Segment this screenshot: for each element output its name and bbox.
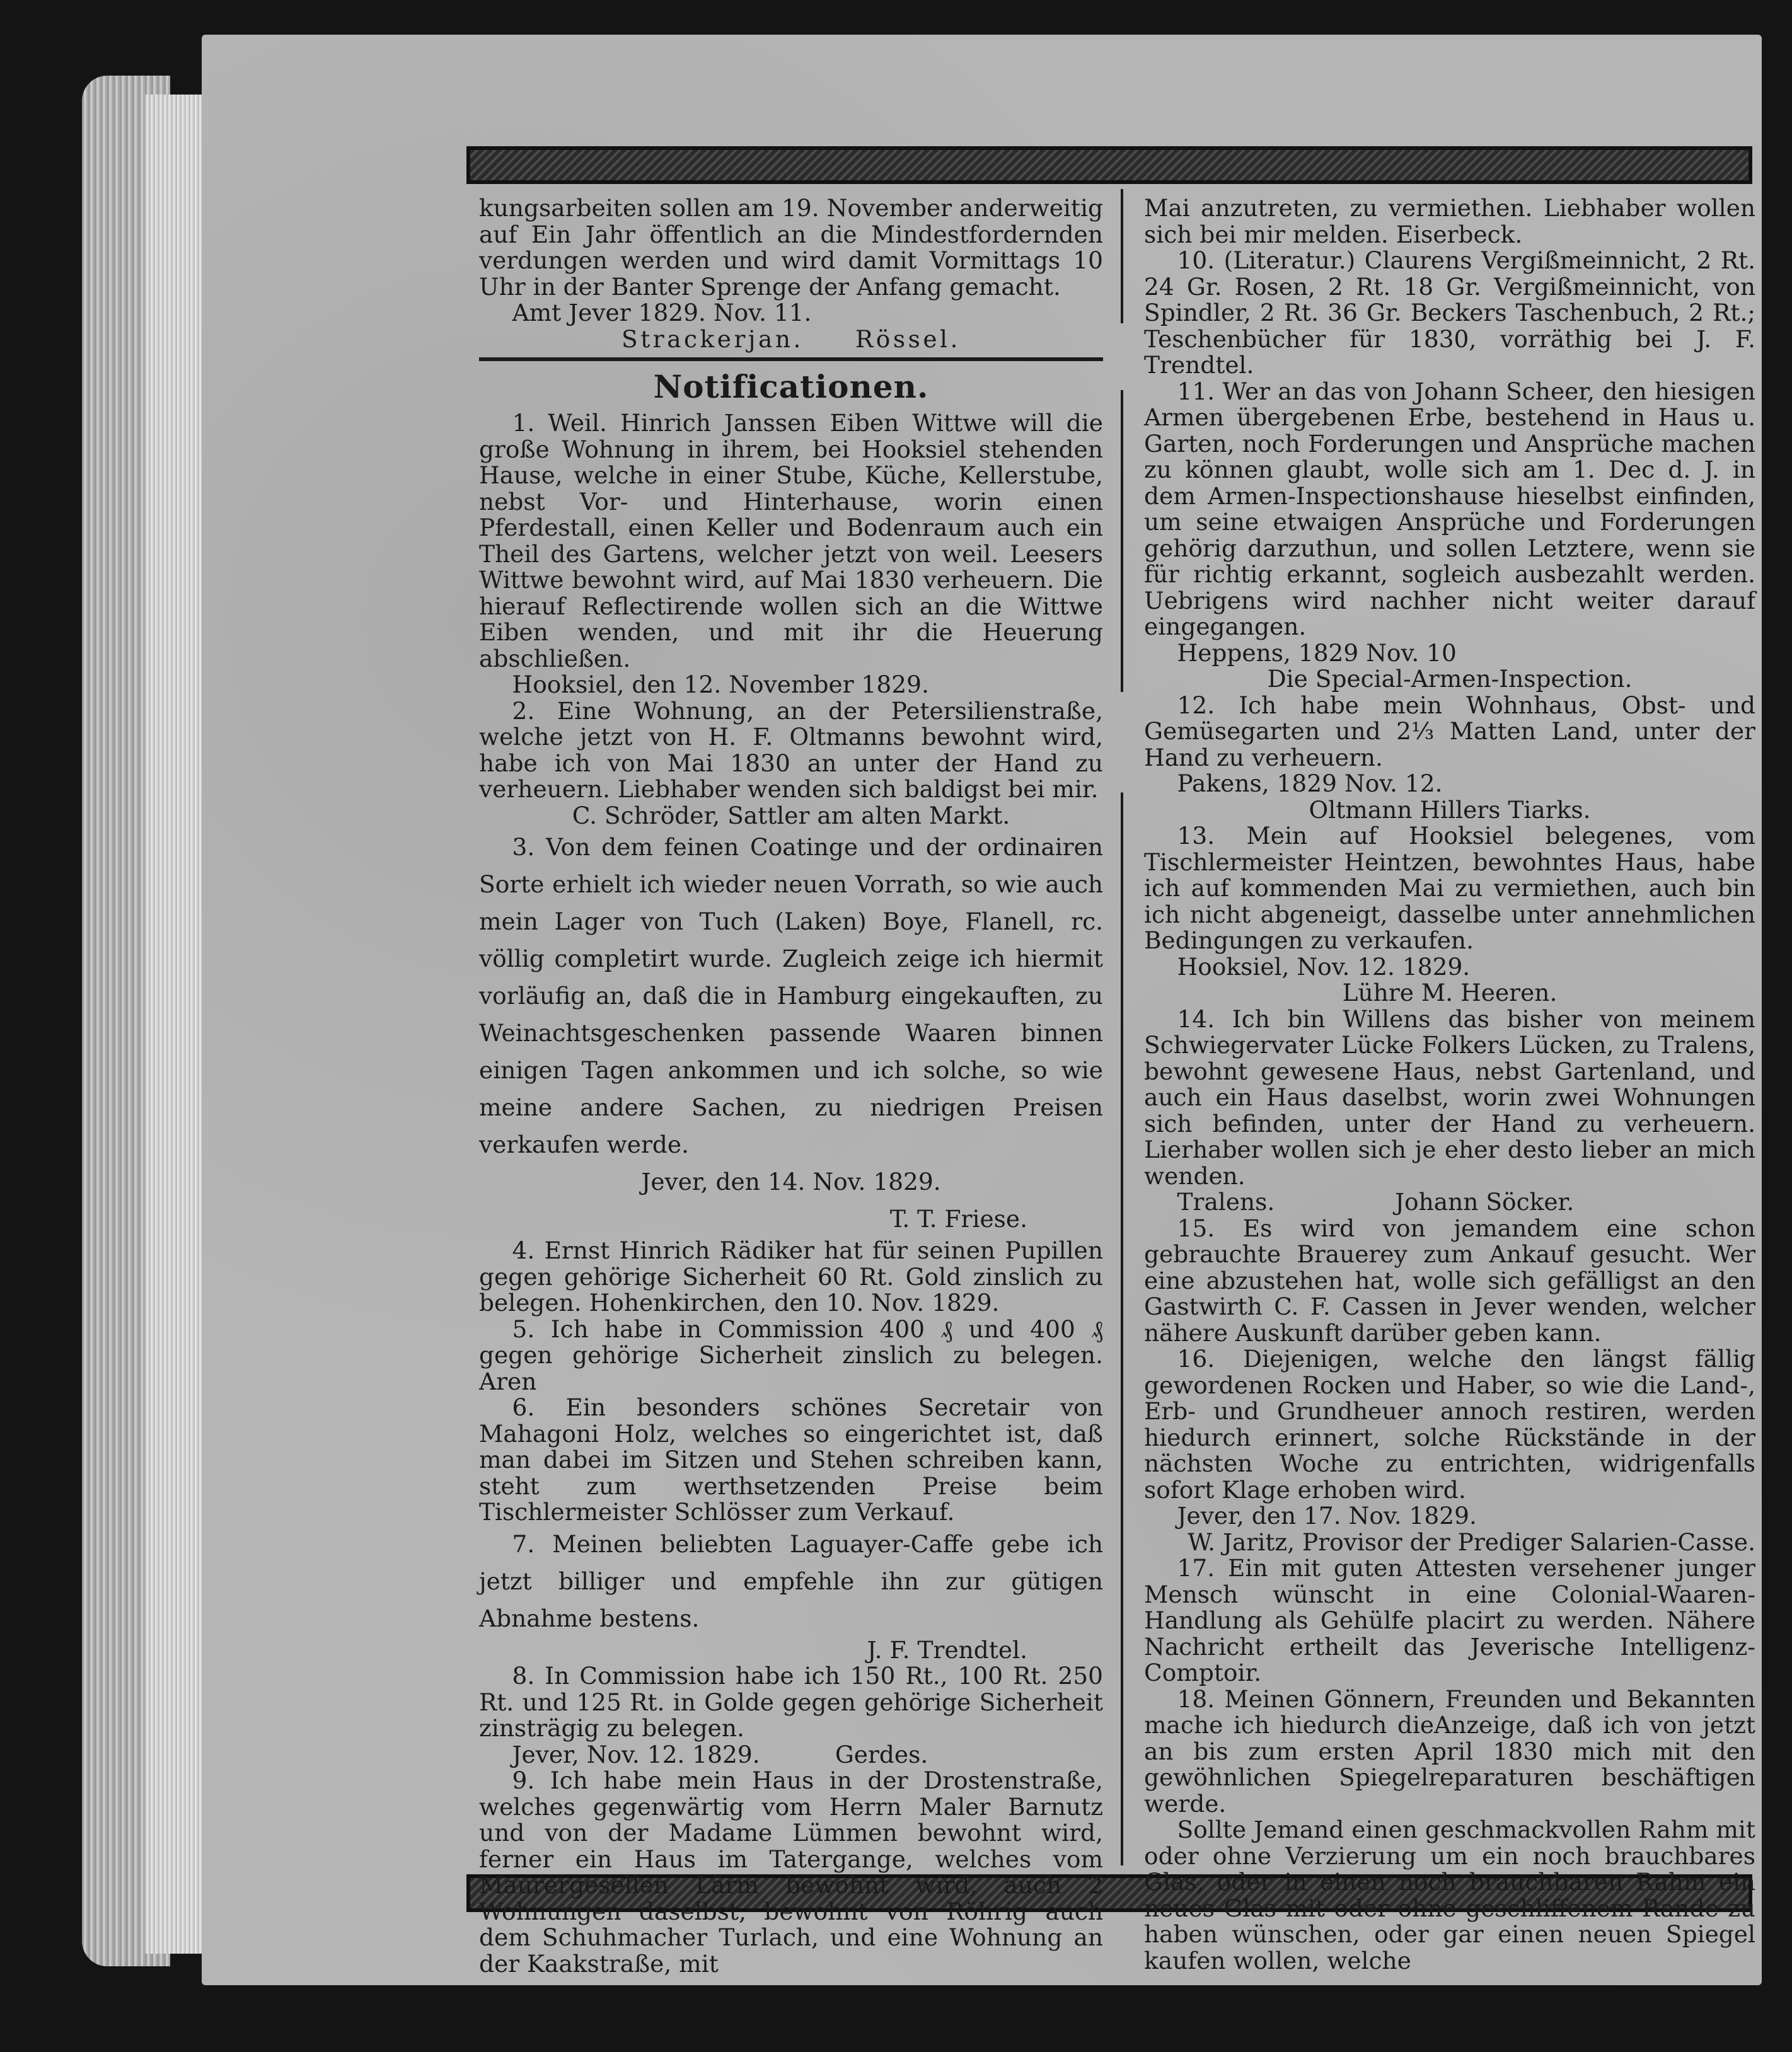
notice-13-signature: Lühre M. Heeren. xyxy=(1342,979,1558,1006)
notice-5-text: 5. Ich habe in Commission 400 ₰ und 400 ₰ gegen gehörige Sicherheit zinslich zu belegen. Aren xyxy=(479,1315,1103,1395)
notice-16-text: 16. Diejenigen, welche den längst fällig gewordenen Rocken und Haber, so wie die Land-, Erb- und Grundheuer annoch restiren, werden hiedurch erinnert, solche Rückstände in der nächsten Woche zu entrichten, widrigenfalls sofort Klage erhoben wird. xyxy=(1144,1345,1755,1504)
notice-16-signature: W. Jaritz, Provisor der Prediger Salarien-Casse. xyxy=(1188,1528,1755,1556)
notice-3-text: 3. Von dem feinen Coatinge und der ordinairen Sorte erhielt ich wieder neuen Vorrath, so wie auch mein Lager von Tuch (Laken) Boye, Flanell, rc. völlig completirt wurde. Zugleich zeige ich hiermit vorläufig an, daß die in Hamburg eingekauften, zu Weinachtsgeschenken passende Waaren binnen einigen Tagen ankommen und ich solche, so wie meine andere Sachen, zu niedrigen Preisen verkaufen werde. xyxy=(479,833,1103,1158)
section-rule xyxy=(479,357,1103,361)
prev-notice-office: Amt Jever 1829. Nov. 11. xyxy=(512,299,812,326)
notice-10-text: 10. (Literatur.) Claurens Vergißmeinnicht, 2 Rt. 24 Gr. Rosen, 2 Rt. 18 Gr. Vergißmeinnicht, von Spindler, 2 Rt. 36 Gr. Beckers Taschenbuch, 2 Rt.; Teschenbücher für 1830, vorräthig bei J. F. Trendtel. xyxy=(1144,246,1755,379)
column-divider xyxy=(1121,189,1123,1865)
notice-2-text: 2. Eine Wohnung, an der Petersilienstraße, welche jetzt von H. F. Oltmanns bewohnt wird, habe ich von Mai 1830 an unter der Hand zu verheuern. Liebhaber wenden sich baldigst bei mir. xyxy=(479,696,1103,803)
notice-11-signature: Die Special-Armen-Inspection. xyxy=(1267,665,1633,693)
notice-1-text: 1. Weil. Hinrich Janssen Eiben Wittwe will die große Wohnung in ihrem, bei Hooksiel stehenden Hause, welche in einer Stube, Küche, Kellerstube, nebst Vor- und Hinterhause, worin einen Pferdestall, einen Keller und Bodenraum auch ein Theil des Gartens, welcher jetzt von weil. Leesers Wittwe bewohnt wird, auf Mai 1830 verheuern. Die hierauf Reflectirende wollen sich an die Wittwe Eiben wenden, und mit ihr die Heuerung abschließen. xyxy=(479,409,1103,672)
notice-9-text: 9. Ich habe mein Haus in der Drostenstraße, welches gegenwärtig vom Herrn Maler Barnutz und von der Madame Lümmen bewohnt wird, ferner ein Haus im Tatergange, welches vom Maurergesellen Lärm bewohnt wird, auch 2 Wohnungen daselbst, bewohnt von Röhrig auch dem Schuhmacher Turlach, und eine Wohnung an der Kaakstraße, mit xyxy=(479,1767,1103,1978)
notice-17-text: 17. Ein mit guten Attesten versehener junger Mensch wünscht in eine Colonial-Waaren-Handlung als Gehülfe placirt zu werden. Nähere Nachricht ertheilt das Jeverische Intelligenz-Comptoir. xyxy=(1144,1554,1755,1686)
notice-3-signature: T. T. Friese. xyxy=(889,1205,1027,1233)
top-ornamental-rule xyxy=(466,146,1752,184)
notice-15-text: 15. Es wird von jemandem eine schon gebrauchte Brauerey zum Ankauf gesucht. Wer eine abzustehen hat, wolle sich gefälligst an den Gastwirth C. F. Cassen in Jever wenden, welcher nähere Auskunft darüber geben kann. xyxy=(1144,1214,1755,1347)
notice-14-text: 14. Ich bin Willens das bisher von meinem Schwiegervater Lücke Folkers Lücken, zu Tralens, bewohnt gewesene Haus, nebst Gartenland, und auch ein Haus daselbst, worin zwei Wohnungen sich befinden, unter der Hand zu verheuern. Lierhaber wollen sich je eher desto lieber an mich wenden. xyxy=(1144,1005,1755,1190)
notice-6-text: 6. Ein besonders schönes Secretair von Mahagoni Holz, welches so eingerichtet ist, daß man dabei im Sitzen und Stehen schreiben kann, steht zum werthsetzenden Preise beim Tischlermeister Schlösser zum Verkauf. xyxy=(479,1393,1103,1526)
notice-8-place: Jever, Nov. 12. 1829. Gerdes. xyxy=(512,1740,928,1768)
right-column xyxy=(1144,194,1755,1974)
notice-7-text: 7. Meinen beliebten Laguayer-Caffe gebe ich jetzt billiger und empfehle ihn zur gütigen Abnahme bestens. xyxy=(479,1530,1103,1632)
notice-2-signature: C. Schröder, Sattler am alten Markt. xyxy=(572,801,1010,829)
notice-14-place: Tralens. Johann Söcker. xyxy=(1177,1188,1575,1216)
notice-7-signature: J. F. Trendtel. xyxy=(867,1635,1027,1664)
notice-12-signature: Oltmann Hillers Tiarks. xyxy=(1309,795,1591,824)
left-column xyxy=(479,194,1103,1978)
notice-18-continued: Sollte Jemand einen geschmackvollen Rahm mit oder ohne Verzierung um ein noch brauchbares Glas, oder in einen noch brauchbaren Rahm ein neues Glas mit oder ohne geschliffenem Rande zu haben wünschen, oder gar einen neuen Spiegel kaufen wollen, welche xyxy=(1144,1816,1755,1974)
section-heading: Notificationen. xyxy=(653,368,929,405)
notice-13-text: 13. Mein auf Hooksiel belegenes, vom Tischlermeister Heintzen, bewohntes Haus, habe ich auf kommenden Mai zu vermiethen, auch bin ich nicht abgeneigt, dasselbe unter annehmlichen Bedingungen zu verkaufen. xyxy=(1144,822,1755,954)
notice-1-place: Hooksiel, den 12. November 1829. xyxy=(512,671,929,698)
notice-4-text: 4. Ernst Hinrich Rädiker hat für seinen Pupillen gegen gehörige Sicherheit 60 Rt. Gold zinslich zu belegen. Hohenkirchen, den 10. Nov. 1829. xyxy=(479,1236,1103,1317)
prev-notice-text: kungsarbeiten sollen am 19. November anderweitig auf Ein Jahr öffentlich an die Mindestfordernden verdungen werden und wird damit Vormittags 10 Uhr in der Banter Sprenge der Anfang gemacht. xyxy=(479,194,1103,301)
notice-13-place: Hooksiel, Nov. 12. 1829. xyxy=(1177,952,1471,981)
notice-12-text: 12. Ich habe mein Wohnhaus, Obst- und Gemüsegarten und 2⅓ Matten Land, unter der Hand zu verheuern. xyxy=(1144,691,1755,771)
notice-11-place: Heppens, 1829 Nov. 10 xyxy=(1177,638,1457,667)
prev-notice-signature: Strackerjan. Rössel. xyxy=(621,325,961,353)
notice-11-text: 11. Wer an das von Johann Scheer, den hiesigen Armen übergebenen Erbe, bestehend in Haus u. Garten, noch Forderungen und Ansprüche machen zu können glaubt, wolle sich am 1. Dec d. J. in dem Armen-Inspectionshause hieselbst einfinden, um seine etwaigen Ansprüche und Forderungen gehörig darzuthun, und sollen Letztere, wenn sie für richtig erkannt, sogleich ausbezahlt werden. Uebrigens wird nachher nicht weiter darauf eingegangen. xyxy=(1144,377,1755,640)
notice-18-text: 18. Meinen Gönnern, Freunden und Bekannten mache ich hiedurch dieAnzeige, daß ich von jetzt an bis zum ersten April 1830 mich mit den gewöhnlichen Spiegelreparaturen beschäftigen werde. xyxy=(1144,1685,1755,1818)
notice-8-text: 8. In Commission habe ich 150 Rt., 100 Rt. 250 Rt. und 125 Rt. in Golde gegen gehörige Sicherheit zinsträgig zu belegen. xyxy=(479,1662,1103,1742)
notice-3-place: Jever, den 14. Nov. 1829. xyxy=(641,1168,941,1196)
notice-12-place: Pakens, 1829 Nov. 12. xyxy=(1177,770,1443,797)
notice-9-continued: Mai anzutreten, zu vermiethen. Liebhaber wollen sich bei mir melden. Eiserbeck. xyxy=(1144,194,1755,248)
notice-16-place: Jever, den 17. Nov. 1829. xyxy=(1177,1502,1477,1530)
